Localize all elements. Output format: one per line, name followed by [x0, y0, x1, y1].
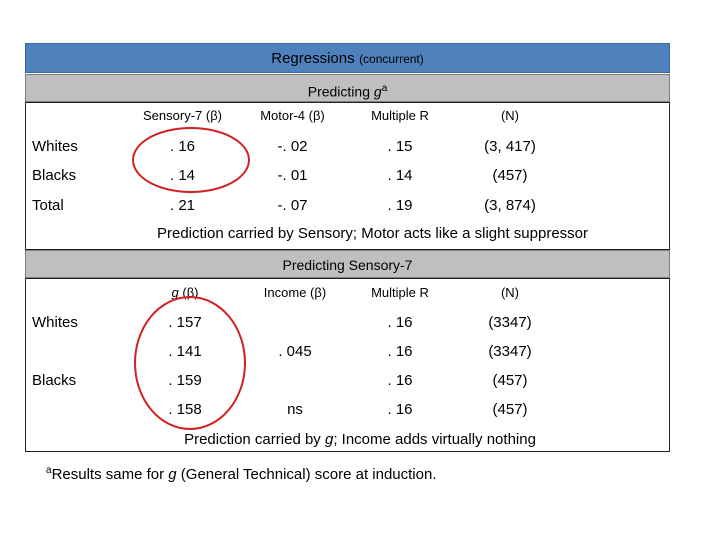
cell: . 19	[387, 197, 413, 214]
cell: . 21	[169, 197, 196, 214]
row-label-blacks: Blacks	[32, 372, 77, 389]
cell: ns	[287, 401, 303, 418]
col-header-multiple-r: Multiple R	[371, 285, 429, 300]
cell: . 141	[168, 343, 202, 360]
row-label-total: Total	[32, 197, 64, 214]
cell: -. 07	[277, 197, 308, 214]
footnote-sup: a	[46, 465, 52, 476]
cell: (457)	[492, 372, 528, 389]
cell: . 157	[168, 314, 202, 331]
title-sub: (concurrent)	[359, 52, 424, 66]
footnote-var: g	[168, 466, 177, 483]
col-header-sensory: Sensory-7 (β)	[143, 108, 222, 123]
section2-heading-text: Predicting Sensory-7	[282, 257, 413, 273]
highlight-oval	[134, 296, 246, 430]
col-header-n: (N)	[500, 285, 520, 300]
col-header-g-var: g	[171, 285, 179, 300]
row-label-whites: Whites	[32, 138, 78, 155]
section2-note	[25, 431, 695, 448]
section1-heading	[25, 74, 670, 102]
cell: (457)	[492, 401, 528, 418]
cell: (3347)	[488, 343, 532, 360]
section2-table	[25, 278, 670, 452]
cell: . 16	[169, 138, 196, 155]
cell: . 045	[278, 343, 312, 360]
footnote-post: (General Technical) score at induction.	[180, 466, 437, 483]
footnote	[46, 465, 437, 483]
section2-note-post: ; Income adds virtually nothing	[333, 431, 536, 448]
section1-heading-var: g	[373, 83, 382, 100]
section2-note-var: g	[324, 431, 334, 448]
cell: -. 01	[277, 167, 308, 184]
cell: (457)	[492, 167, 528, 184]
section2-heading	[25, 250, 670, 278]
section1-heading-text: Predicting	[307, 83, 370, 100]
cell: -. 02	[277, 138, 308, 155]
cell: (3, 417)	[484, 138, 536, 155]
cell: . 16	[387, 343, 413, 360]
cell: . 158	[168, 401, 202, 418]
cell: . 14	[387, 167, 413, 184]
highlight-oval	[132, 127, 250, 193]
cell: . 16	[387, 372, 413, 389]
section2-note-pre: Prediction carried by	[184, 431, 321, 448]
cell: . 16	[387, 314, 413, 331]
row-label-whites: Whites	[32, 314, 78, 331]
section1-note: Prediction carried by Sensory; Motor acts like a slight suppressor	[156, 225, 588, 242]
footnote-pre: Results same for	[51, 466, 165, 483]
title-bar	[25, 43, 670, 73]
col-header-n: (N)	[500, 108, 520, 123]
cell: (3, 874)	[484, 197, 536, 214]
cell: . 159	[168, 372, 202, 389]
cell: . 15	[387, 138, 413, 155]
col-header-income: Income (β)	[263, 285, 327, 300]
cell: . 14	[169, 167, 196, 184]
title-main: Regressions	[271, 50, 355, 67]
cell: (3347)	[488, 314, 532, 331]
cell: . 16	[387, 401, 413, 418]
col-header-motor: Motor-4 (β)	[260, 108, 325, 123]
col-header-multiple-r: Multiple R	[371, 108, 429, 123]
row-label-blacks: Blacks	[32, 167, 77, 184]
col-header-g-suffix: (β)	[182, 285, 199, 300]
section1-heading-sup: a	[381, 83, 388, 94]
